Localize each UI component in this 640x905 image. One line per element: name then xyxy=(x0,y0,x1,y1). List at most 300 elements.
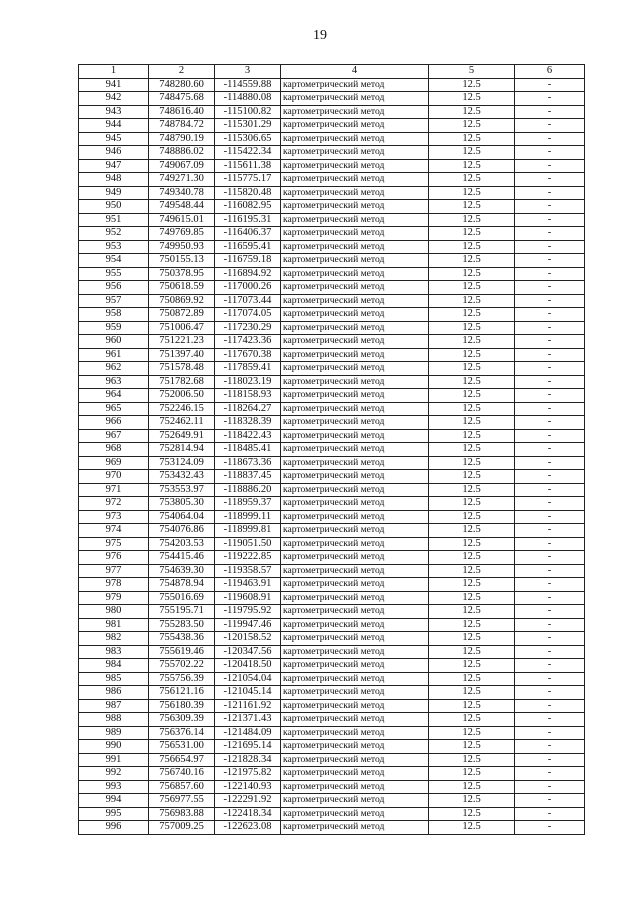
y-coordinate-cell: -118158.93 xyxy=(215,389,281,403)
description-cell: - xyxy=(515,173,585,187)
y-coordinate-cell: -119358.57 xyxy=(215,564,281,578)
y-coordinate-cell: -114880.08 xyxy=(215,92,281,106)
description-cell: - xyxy=(515,564,585,578)
method-cell: картометрический метод xyxy=(281,618,429,632)
accuracy-cell: 12.5 xyxy=(429,686,515,700)
table-row xyxy=(79,767,585,781)
point-number-cell: 944 xyxy=(79,119,149,133)
description-cell: - xyxy=(515,92,585,106)
y-coordinate-cell: -121045.14 xyxy=(215,686,281,700)
x-coordinate-cell: 748475.68 xyxy=(149,92,215,106)
method-cell: картометрический метод xyxy=(281,645,429,659)
y-coordinate-cell: -121161.92 xyxy=(215,699,281,713)
x-coordinate-cell: 753553.97 xyxy=(149,483,215,497)
description-cell: - xyxy=(515,186,585,200)
method-cell: картометрический метод xyxy=(281,483,429,497)
table-row xyxy=(79,443,585,457)
x-coordinate-cell: 754639.30 xyxy=(149,564,215,578)
point-number-cell: 989 xyxy=(79,726,149,740)
point-number-cell: 951 xyxy=(79,213,149,227)
y-coordinate-cell: -115306.65 xyxy=(215,132,281,146)
method-cell: картометрический метод xyxy=(281,335,429,349)
y-coordinate-cell: -115820.48 xyxy=(215,186,281,200)
table-row xyxy=(79,632,585,646)
y-coordinate-cell: -117074.05 xyxy=(215,308,281,322)
table-row xyxy=(79,254,585,268)
method-cell: картометрический метод xyxy=(281,510,429,524)
description-cell: - xyxy=(515,780,585,794)
method-cell: картометрический метод xyxy=(281,713,429,727)
table-row xyxy=(79,119,585,133)
y-coordinate-cell: -115301.29 xyxy=(215,119,281,133)
description-cell: - xyxy=(515,429,585,443)
accuracy-cell: 12.5 xyxy=(429,240,515,254)
accuracy-cell: 12.5 xyxy=(429,605,515,619)
point-number-cell: 970 xyxy=(79,470,149,484)
x-coordinate-cell: 748784.72 xyxy=(149,119,215,133)
method-cell: картометрический метод xyxy=(281,726,429,740)
page-number: 19 xyxy=(313,28,327,43)
point-number-cell: 957 xyxy=(79,294,149,308)
description-cell: - xyxy=(515,267,585,281)
header-col-6: 6 xyxy=(515,65,585,79)
point-number-cell: 950 xyxy=(79,200,149,214)
description-cell: - xyxy=(515,618,585,632)
y-coordinate-cell: -118422.43 xyxy=(215,429,281,443)
point-number-cell: 956 xyxy=(79,281,149,295)
y-coordinate-cell: -115100.82 xyxy=(215,105,281,119)
point-number-cell: 978 xyxy=(79,578,149,592)
accuracy-cell: 12.5 xyxy=(429,186,515,200)
accuracy-cell: 12.5 xyxy=(429,267,515,281)
y-coordinate-cell: -116082.95 xyxy=(215,200,281,214)
table-row xyxy=(79,753,585,767)
point-number-cell: 969 xyxy=(79,456,149,470)
x-coordinate-cell: 751221.23 xyxy=(149,335,215,349)
table-row xyxy=(79,470,585,484)
method-cell: картометрический метод xyxy=(281,767,429,781)
x-coordinate-cell: 754203.53 xyxy=(149,537,215,551)
y-coordinate-cell: -121371.43 xyxy=(215,713,281,727)
table-row xyxy=(79,713,585,727)
x-coordinate-cell: 748280.60 xyxy=(149,78,215,92)
accuracy-cell: 12.5 xyxy=(429,699,515,713)
x-coordinate-cell: 756857.60 xyxy=(149,780,215,794)
point-number-cell: 979 xyxy=(79,591,149,605)
table-row xyxy=(79,807,585,821)
description-cell: - xyxy=(515,740,585,754)
accuracy-cell: 12.5 xyxy=(429,105,515,119)
accuracy-cell: 12.5 xyxy=(429,510,515,524)
y-coordinate-cell: -120347.56 xyxy=(215,645,281,659)
y-coordinate-cell: -121054.04 xyxy=(215,672,281,686)
description-cell: - xyxy=(515,483,585,497)
table-row xyxy=(79,483,585,497)
point-number-cell: 973 xyxy=(79,510,149,524)
method-cell: картометрический метод xyxy=(281,362,429,376)
x-coordinate-cell: 748886.02 xyxy=(149,146,215,160)
table-row xyxy=(79,159,585,173)
table-row xyxy=(79,429,585,443)
method-cell: картометрический метод xyxy=(281,186,429,200)
method-cell: картометрический метод xyxy=(281,200,429,214)
method-cell: картометрический метод xyxy=(281,294,429,308)
method-cell: картометрический метод xyxy=(281,578,429,592)
point-number-cell: 987 xyxy=(79,699,149,713)
y-coordinate-cell: -114559.88 xyxy=(215,78,281,92)
header-row xyxy=(79,65,585,79)
header-col-2: 2 xyxy=(149,65,215,79)
point-number-cell: 968 xyxy=(79,443,149,457)
table-row xyxy=(79,821,585,835)
y-coordinate-cell: -122623.08 xyxy=(215,821,281,835)
description-cell: - xyxy=(515,726,585,740)
point-number-cell: 990 xyxy=(79,740,149,754)
description-cell: - xyxy=(515,321,585,335)
method-cell: картометрический метод xyxy=(281,281,429,295)
table-row xyxy=(79,213,585,227)
description-cell: - xyxy=(515,672,585,686)
description-cell: - xyxy=(515,510,585,524)
accuracy-cell: 12.5 xyxy=(429,659,515,673)
y-coordinate-cell: -122140.93 xyxy=(215,780,281,794)
method-cell: картометрический метод xyxy=(281,740,429,754)
accuracy-cell: 12.5 xyxy=(429,551,515,565)
accuracy-cell: 12.5 xyxy=(429,389,515,403)
accuracy-cell: 12.5 xyxy=(429,564,515,578)
description-cell: - xyxy=(515,578,585,592)
point-number-cell: 982 xyxy=(79,632,149,646)
table-header xyxy=(79,65,585,79)
y-coordinate-cell: -121828.34 xyxy=(215,753,281,767)
point-number-cell: 984 xyxy=(79,659,149,673)
table-row xyxy=(79,618,585,632)
method-cell: картометрический метод xyxy=(281,753,429,767)
y-coordinate-cell: -118959.37 xyxy=(215,497,281,511)
accuracy-cell: 12.5 xyxy=(429,578,515,592)
coordinates-table xyxy=(78,64,585,835)
x-coordinate-cell: 749769.85 xyxy=(149,227,215,241)
point-number-cell: 995 xyxy=(79,807,149,821)
description-cell: - xyxy=(515,254,585,268)
header-col-3: 3 xyxy=(215,65,281,79)
accuracy-cell: 12.5 xyxy=(429,227,515,241)
x-coordinate-cell: 754415.46 xyxy=(149,551,215,565)
accuracy-cell: 12.5 xyxy=(429,173,515,187)
point-number-cell: 980 xyxy=(79,605,149,619)
description-cell: - xyxy=(515,821,585,835)
x-coordinate-cell: 754076.86 xyxy=(149,524,215,538)
point-number-cell: 954 xyxy=(79,254,149,268)
point-number-cell: 943 xyxy=(79,105,149,119)
table-row xyxy=(79,564,585,578)
accuracy-cell: 12.5 xyxy=(429,497,515,511)
y-coordinate-cell: -116595.41 xyxy=(215,240,281,254)
accuracy-cell: 12.5 xyxy=(429,821,515,835)
description-cell: - xyxy=(515,713,585,727)
description-cell: - xyxy=(515,794,585,808)
y-coordinate-cell: -118673.36 xyxy=(215,456,281,470)
x-coordinate-cell: 749615.01 xyxy=(149,213,215,227)
point-number-cell: 985 xyxy=(79,672,149,686)
description-cell: - xyxy=(515,537,585,551)
table-body xyxy=(79,78,585,834)
accuracy-cell: 12.5 xyxy=(429,537,515,551)
accuracy-cell: 12.5 xyxy=(429,348,515,362)
table-row xyxy=(79,308,585,322)
y-coordinate-cell: -115611.38 xyxy=(215,159,281,173)
method-cell: картометрический метод xyxy=(281,254,429,268)
method-cell: картометрический метод xyxy=(281,456,429,470)
point-number-cell: 974 xyxy=(79,524,149,538)
table-row xyxy=(79,672,585,686)
x-coordinate-cell: 748790.19 xyxy=(149,132,215,146)
description-cell: - xyxy=(515,632,585,646)
point-number-cell: 958 xyxy=(79,308,149,322)
accuracy-cell: 12.5 xyxy=(429,416,515,430)
point-number-cell: 947 xyxy=(79,159,149,173)
x-coordinate-cell: 754878.94 xyxy=(149,578,215,592)
description-cell: - xyxy=(515,375,585,389)
accuracy-cell: 12.5 xyxy=(429,443,515,457)
x-coordinate-cell: 751578.48 xyxy=(149,362,215,376)
x-coordinate-cell: 752006.50 xyxy=(149,389,215,403)
point-number-cell: 966 xyxy=(79,416,149,430)
x-coordinate-cell: 752246.15 xyxy=(149,402,215,416)
method-cell: картометрический метод xyxy=(281,173,429,187)
table-row xyxy=(79,402,585,416)
x-coordinate-cell: 756180.39 xyxy=(149,699,215,713)
x-coordinate-cell: 748616.40 xyxy=(149,105,215,119)
header-col-5: 5 xyxy=(429,65,515,79)
table-row xyxy=(79,524,585,538)
x-coordinate-cell: 756121.16 xyxy=(149,686,215,700)
table-row xyxy=(79,321,585,335)
accuracy-cell: 12.5 xyxy=(429,429,515,443)
y-coordinate-cell: -118999.11 xyxy=(215,510,281,524)
point-number-cell: 976 xyxy=(79,551,149,565)
description-cell: - xyxy=(515,200,585,214)
description-cell: - xyxy=(515,416,585,430)
table-row xyxy=(79,105,585,119)
point-number-cell: 948 xyxy=(79,173,149,187)
table-row xyxy=(79,686,585,700)
method-cell: картометрический метод xyxy=(281,564,429,578)
table-row xyxy=(79,348,585,362)
x-coordinate-cell: 756740.16 xyxy=(149,767,215,781)
point-number-cell: 941 xyxy=(79,78,149,92)
y-coordinate-cell: -117670.38 xyxy=(215,348,281,362)
y-coordinate-cell: -118485.41 xyxy=(215,443,281,457)
y-coordinate-cell: -121484.09 xyxy=(215,726,281,740)
table-row xyxy=(79,389,585,403)
x-coordinate-cell: 755283.50 xyxy=(149,618,215,632)
table-row xyxy=(79,173,585,187)
x-coordinate-cell: 750378.95 xyxy=(149,267,215,281)
y-coordinate-cell: -118264.27 xyxy=(215,402,281,416)
method-cell: картометрический метод xyxy=(281,537,429,551)
accuracy-cell: 12.5 xyxy=(429,146,515,160)
y-coordinate-cell: -119222.85 xyxy=(215,551,281,565)
point-number-cell: 983 xyxy=(79,645,149,659)
table-row xyxy=(79,659,585,673)
x-coordinate-cell: 752649.91 xyxy=(149,429,215,443)
table-row xyxy=(79,186,585,200)
point-number-cell: 960 xyxy=(79,335,149,349)
description-cell: - xyxy=(515,767,585,781)
method-cell: картометрический метод xyxy=(281,551,429,565)
y-coordinate-cell: -122291.92 xyxy=(215,794,281,808)
accuracy-cell: 12.5 xyxy=(429,254,515,268)
description-cell: - xyxy=(515,699,585,713)
table-row xyxy=(79,227,585,241)
x-coordinate-cell: 751006.47 xyxy=(149,321,215,335)
method-cell: картометрический метод xyxy=(281,591,429,605)
table-row xyxy=(79,362,585,376)
description-cell: - xyxy=(515,524,585,538)
description-cell: - xyxy=(515,605,585,619)
accuracy-cell: 12.5 xyxy=(429,591,515,605)
point-number-cell: 952 xyxy=(79,227,149,241)
method-cell: картометрический метод xyxy=(281,146,429,160)
point-number-cell: 945 xyxy=(79,132,149,146)
y-coordinate-cell: -116406.37 xyxy=(215,227,281,241)
x-coordinate-cell: 756977.55 xyxy=(149,794,215,808)
table-row xyxy=(79,132,585,146)
table-row xyxy=(79,780,585,794)
method-cell: картометрический метод xyxy=(281,227,429,241)
method-cell: картометрический метод xyxy=(281,632,429,646)
table-row xyxy=(79,645,585,659)
description-cell: - xyxy=(515,686,585,700)
point-number-cell: 991 xyxy=(79,753,149,767)
point-number-cell: 946 xyxy=(79,146,149,160)
method-cell: картометрический метод xyxy=(281,321,429,335)
description-cell: - xyxy=(515,240,585,254)
method-cell: картометрический метод xyxy=(281,821,429,835)
method-cell: картометрический метод xyxy=(281,105,429,119)
y-coordinate-cell: -118999.81 xyxy=(215,524,281,538)
y-coordinate-cell: -116759.18 xyxy=(215,254,281,268)
method-cell: картометрический метод xyxy=(281,416,429,430)
accuracy-cell: 12.5 xyxy=(429,726,515,740)
y-coordinate-cell: -118328.39 xyxy=(215,416,281,430)
accuracy-cell: 12.5 xyxy=(429,632,515,646)
y-coordinate-cell: -115775.17 xyxy=(215,173,281,187)
table-row xyxy=(79,794,585,808)
method-cell: картометрический метод xyxy=(281,132,429,146)
method-cell: картометрический метод xyxy=(281,794,429,808)
method-cell: картометрический метод xyxy=(281,375,429,389)
point-number-cell: 972 xyxy=(79,497,149,511)
point-number-cell: 967 xyxy=(79,429,149,443)
description-cell: - xyxy=(515,146,585,160)
description-cell: - xyxy=(515,105,585,119)
description-cell: - xyxy=(515,645,585,659)
y-coordinate-cell: -119463.91 xyxy=(215,578,281,592)
method-cell: картометрический метод xyxy=(281,699,429,713)
point-number-cell: 955 xyxy=(79,267,149,281)
point-number-cell: 949 xyxy=(79,186,149,200)
x-coordinate-cell: 750872.89 xyxy=(149,308,215,322)
method-cell: картометрический метод xyxy=(281,470,429,484)
x-coordinate-cell: 756376.14 xyxy=(149,726,215,740)
y-coordinate-cell: -122418.34 xyxy=(215,807,281,821)
accuracy-cell: 12.5 xyxy=(429,753,515,767)
description-cell: - xyxy=(515,294,585,308)
description-cell: - xyxy=(515,132,585,146)
accuracy-cell: 12.5 xyxy=(429,483,515,497)
point-number-cell: 965 xyxy=(79,402,149,416)
point-number-cell: 942 xyxy=(79,92,149,106)
table-row xyxy=(79,240,585,254)
description-cell: - xyxy=(515,362,585,376)
x-coordinate-cell: 756309.39 xyxy=(149,713,215,727)
y-coordinate-cell: -117423.36 xyxy=(215,335,281,349)
accuracy-cell: 12.5 xyxy=(429,645,515,659)
table-row xyxy=(79,375,585,389)
y-coordinate-cell: -119608.91 xyxy=(215,591,281,605)
accuracy-cell: 12.5 xyxy=(429,321,515,335)
method-cell: картометрический метод xyxy=(281,348,429,362)
method-cell: картометрический метод xyxy=(281,267,429,281)
accuracy-cell: 12.5 xyxy=(429,618,515,632)
x-coordinate-cell: 749340.78 xyxy=(149,186,215,200)
x-coordinate-cell: 753432.43 xyxy=(149,470,215,484)
accuracy-cell: 12.5 xyxy=(429,456,515,470)
accuracy-cell: 12.5 xyxy=(429,159,515,173)
description-cell: - xyxy=(515,753,585,767)
x-coordinate-cell: 750869.92 xyxy=(149,294,215,308)
accuracy-cell: 12.5 xyxy=(429,335,515,349)
accuracy-cell: 12.5 xyxy=(429,767,515,781)
x-coordinate-cell: 750155.13 xyxy=(149,254,215,268)
x-coordinate-cell: 755016.69 xyxy=(149,591,215,605)
y-coordinate-cell: -117859.41 xyxy=(215,362,281,376)
method-cell: картометрический метод xyxy=(281,497,429,511)
description-cell: - xyxy=(515,348,585,362)
accuracy-cell: 12.5 xyxy=(429,294,515,308)
description-cell: - xyxy=(515,335,585,349)
description-cell: - xyxy=(515,213,585,227)
coordinates-table-container xyxy=(78,64,585,835)
description-cell: - xyxy=(515,281,585,295)
table-row xyxy=(79,699,585,713)
x-coordinate-cell: 756654.97 xyxy=(149,753,215,767)
accuracy-cell: 12.5 xyxy=(429,213,515,227)
accuracy-cell: 12.5 xyxy=(429,92,515,106)
point-number-cell: 981 xyxy=(79,618,149,632)
x-coordinate-cell: 749067.09 xyxy=(149,159,215,173)
description-cell: - xyxy=(515,119,585,133)
table-row xyxy=(79,146,585,160)
method-cell: картометрический метод xyxy=(281,308,429,322)
x-coordinate-cell: 752814.94 xyxy=(149,443,215,457)
header-col-1: 1 xyxy=(79,65,149,79)
description-cell: - xyxy=(515,497,585,511)
table-row xyxy=(79,551,585,565)
y-coordinate-cell: -119947.46 xyxy=(215,618,281,632)
x-coordinate-cell: 755438.36 xyxy=(149,632,215,646)
accuracy-cell: 12.5 xyxy=(429,375,515,389)
description-cell: - xyxy=(515,659,585,673)
point-number-cell: 964 xyxy=(79,389,149,403)
description-cell: - xyxy=(515,591,585,605)
point-number-cell: 959 xyxy=(79,321,149,335)
y-coordinate-cell: -117000.26 xyxy=(215,281,281,295)
y-coordinate-cell: -121695.14 xyxy=(215,740,281,754)
x-coordinate-cell: 755702.22 xyxy=(149,659,215,673)
